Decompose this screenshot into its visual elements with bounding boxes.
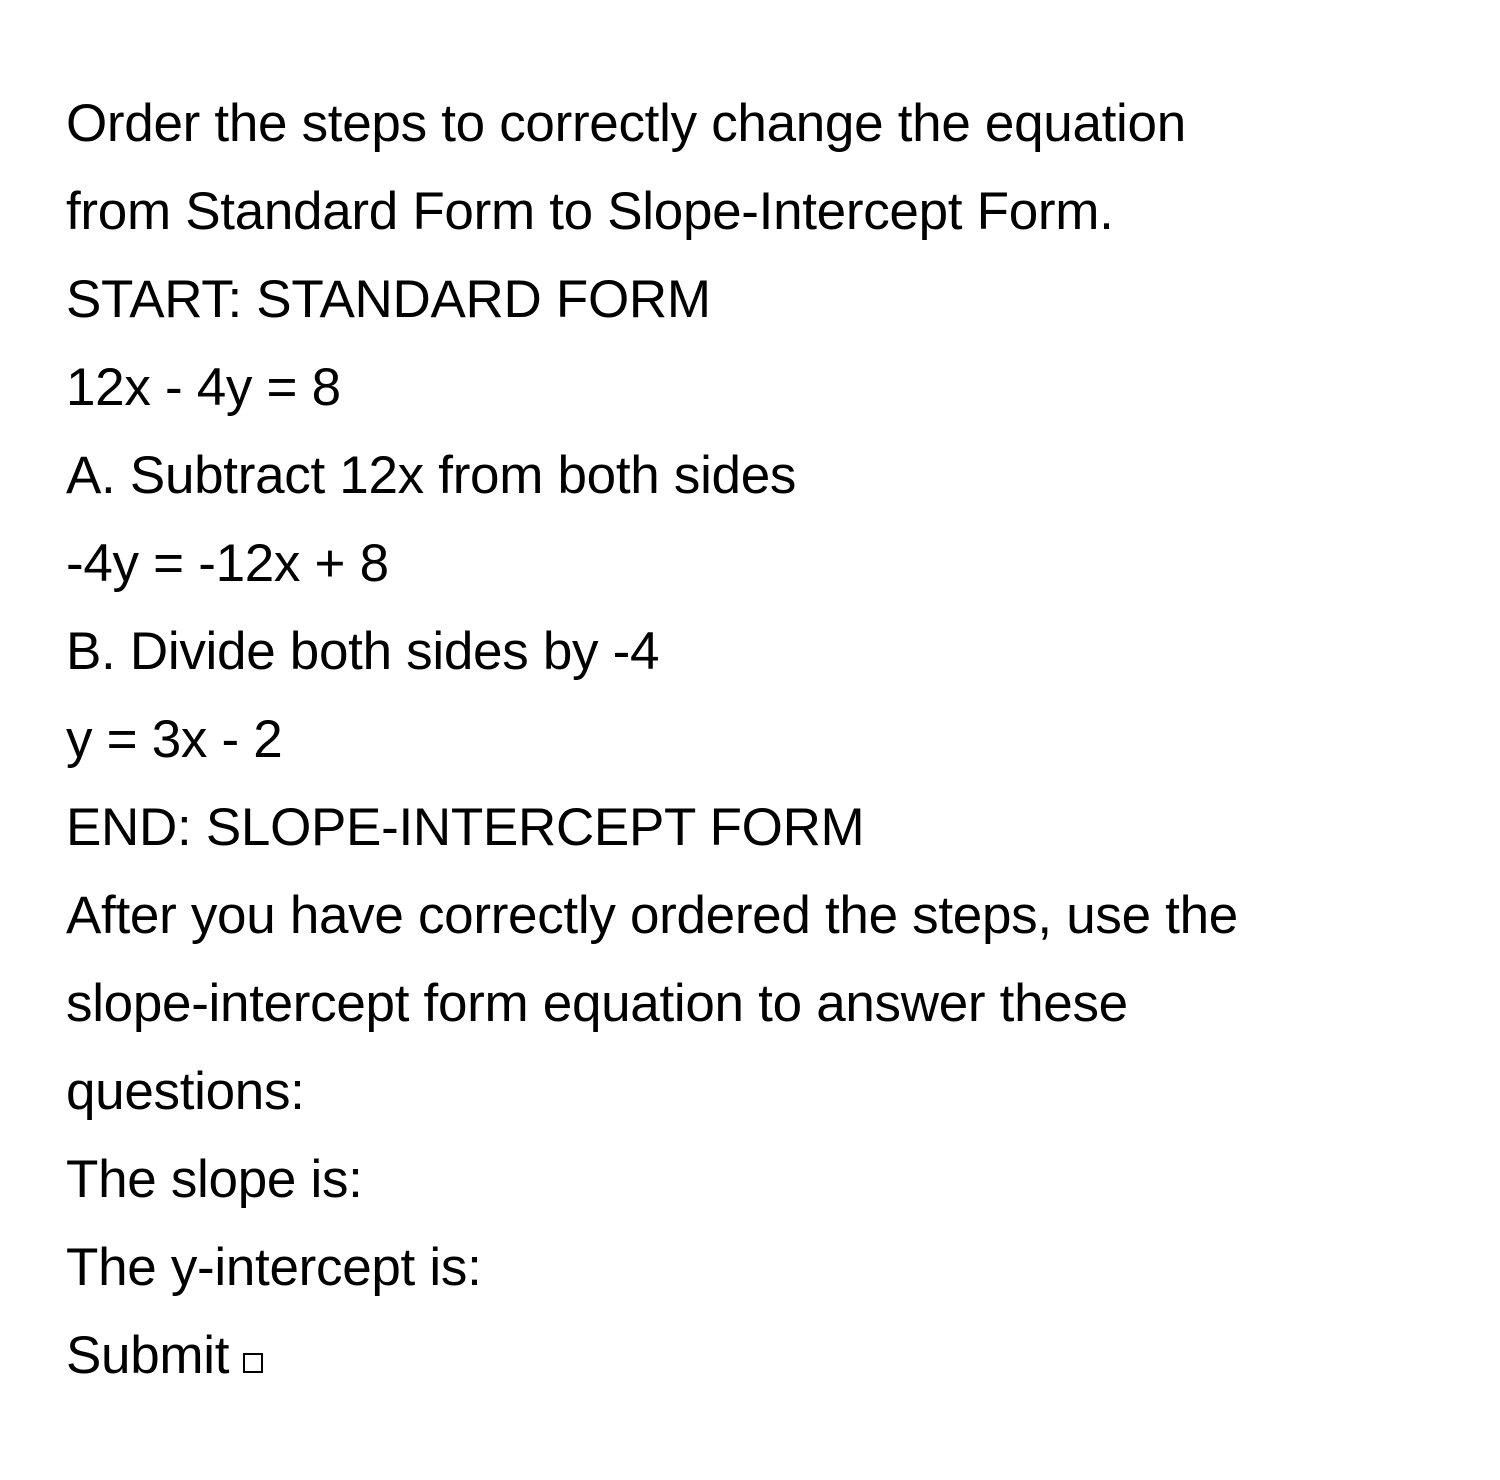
start-equation: 12x - 4y = 8 bbox=[66, 358, 341, 417]
followup-line-3: questions: bbox=[66, 1062, 305, 1121]
followup-line-2: slope-intercept form equation to answer these bbox=[66, 974, 1128, 1033]
step-a: A. Subtract 12x from both sides bbox=[66, 446, 797, 505]
submit-row bbox=[66, 1312, 1446, 1400]
slope-prompt: The slope is: bbox=[66, 1150, 363, 1209]
instruction-line-1: Order the steps to correctly change the equation bbox=[66, 94, 1186, 153]
instruction-line-2: from Standard Form to Slope-Intercept Form. bbox=[66, 182, 1114, 241]
start-label: START: STANDARD FORM bbox=[66, 270, 711, 329]
end-label: END: SLOPE-INTERCEPT FORM bbox=[66, 798, 865, 857]
step-a-result: -4y = -12x + 8 bbox=[66, 534, 389, 593]
checkbox-icon[interactable] bbox=[243, 1353, 263, 1373]
intercept-prompt: The y-intercept is: bbox=[66, 1238, 482, 1297]
followup-line-1: After you have correctly ordered the steps, use the bbox=[66, 886, 1238, 945]
submit-label[interactable]: Submit bbox=[66, 1326, 230, 1385]
question-content bbox=[66, 80, 1446, 1400]
step-b-result: y = 3x - 2 bbox=[66, 710, 283, 769]
submit-button[interactable] bbox=[66, 1312, 263, 1400]
step-b: B. Divide both sides by -4 bbox=[66, 622, 660, 681]
